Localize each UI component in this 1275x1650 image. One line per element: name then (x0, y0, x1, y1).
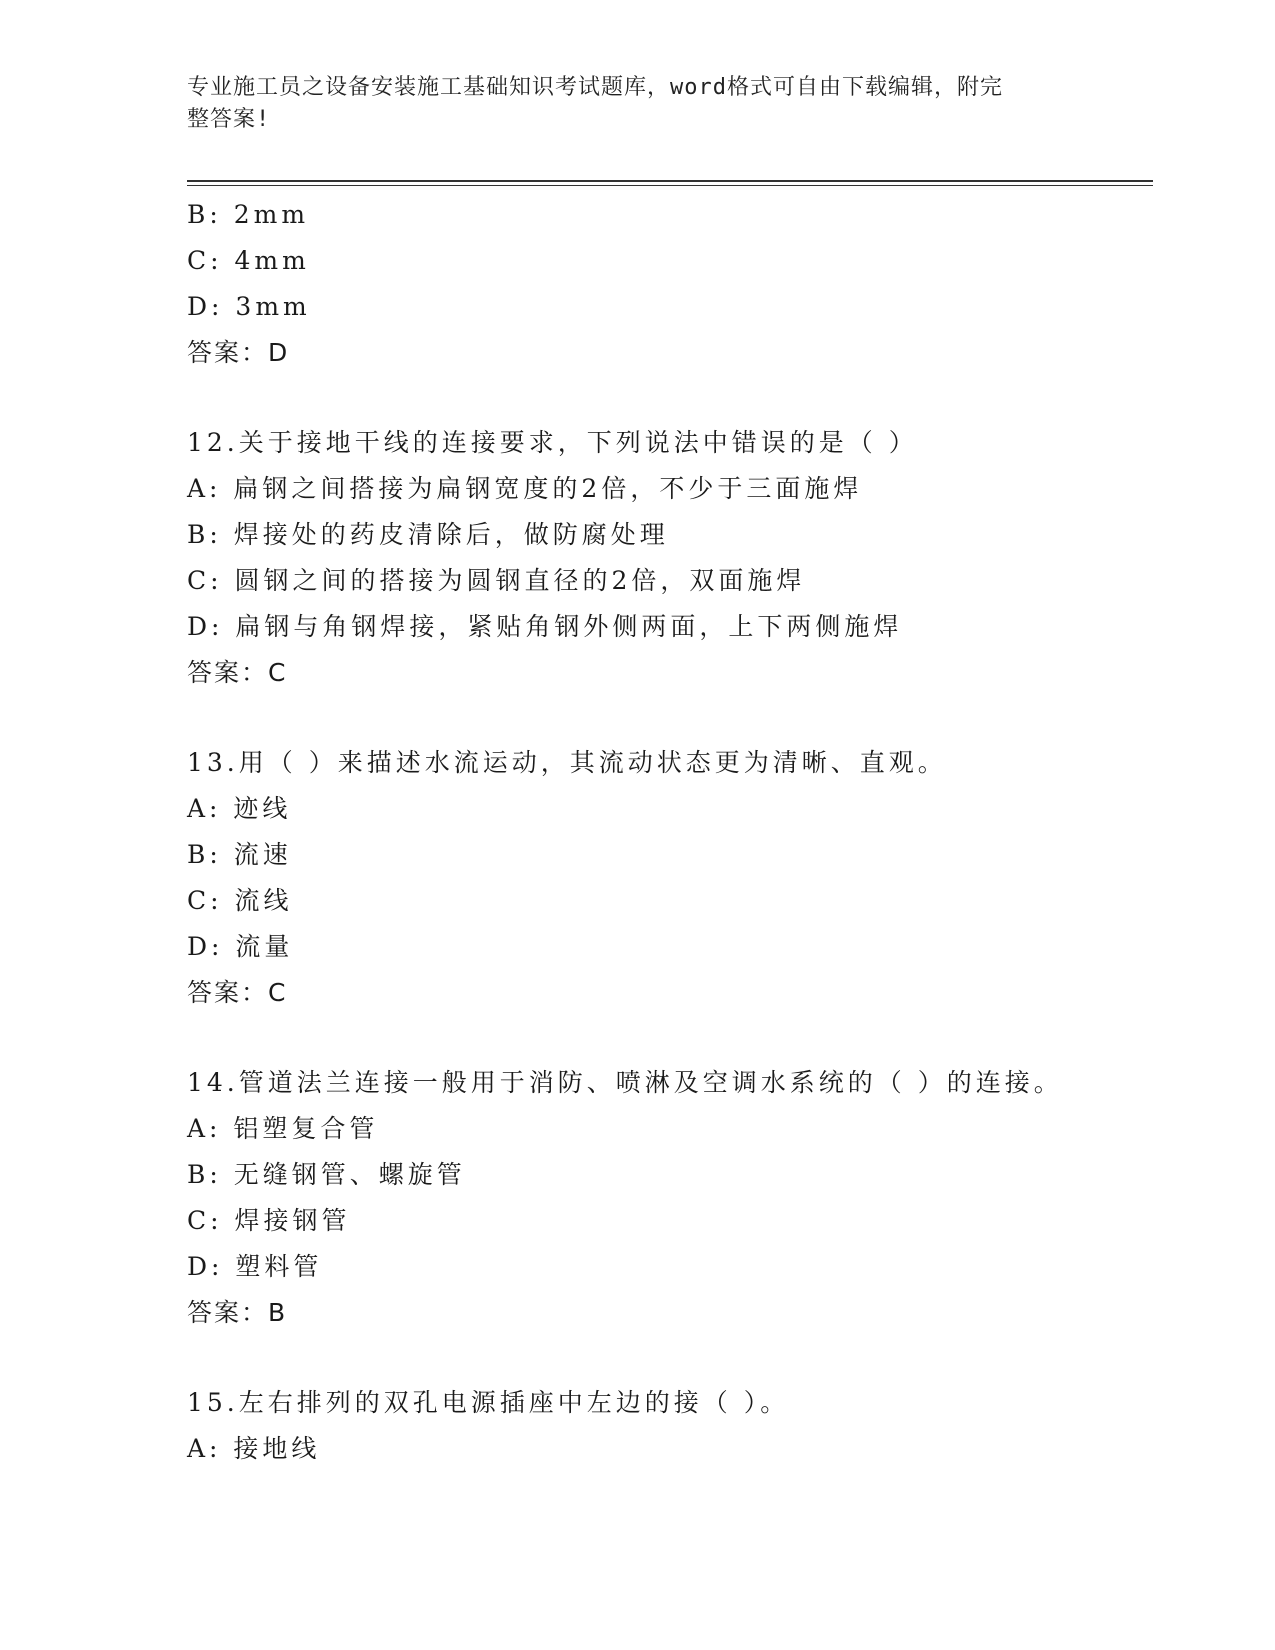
option-a: A: 接地线 (187, 1434, 321, 1463)
option-d: D: 流量 (187, 932, 294, 961)
answer-line: 答案：C (187, 978, 288, 1007)
option-d: D: 扁钢与角钢焊接，紧贴角钢外侧两面，上下两侧施焊 (187, 612, 903, 641)
question-stem: 12.关于接地干线的连接要求，下列说法中错误的是（ ） (187, 428, 918, 457)
question-12 (187, 420, 1153, 696)
option-b: B: 流速 (187, 840, 292, 869)
answer-line: 答案：D (187, 338, 290, 367)
question-stem: 14.管道法兰连接一般用于消防、喷淋及空调水系统的（ ）的连接。 (187, 1068, 1063, 1097)
question-13 (187, 740, 1153, 1016)
header-divider-thick (187, 180, 1153, 182)
spacer (187, 376, 1153, 420)
option-b: B: 无缝钢管、螺旋管 (187, 1160, 466, 1189)
option-b: B: 2mm (187, 200, 310, 229)
option-c: C: 焊接钢管 (187, 1206, 351, 1235)
option-c: C: 圆钢之间的搭接为圆钢直径的2倍，双面施焊 (187, 566, 806, 595)
header-title-line-1: 专业施工员之设备安装施工基础知识考试题库，word格式可自由下载编辑，附完 (187, 75, 1003, 100)
question-15 (187, 1380, 1153, 1472)
spacer (187, 1016, 1153, 1060)
option-a: A: 迹线 (187, 794, 292, 823)
question-14 (187, 1060, 1153, 1336)
option-d: D: 3mm (187, 292, 311, 321)
question-list (187, 192, 1153, 1472)
question-stem: 13.用（ ）来描述水流运动，其流动状态更为清晰、直观。 (187, 748, 947, 777)
option-d: D: 塑料管 (187, 1252, 323, 1281)
option-b: B: 焊接处的药皮清除后，做防腐处理 (187, 520, 669, 549)
option-a: A: 铝塑复合管 (187, 1114, 379, 1143)
spacer (187, 1336, 1153, 1380)
option-c: C: 4mm (187, 246, 310, 275)
question-11 (187, 192, 1153, 376)
header-divider-thin (187, 185, 1153, 186)
answer-line: 答案：B (187, 1298, 288, 1327)
page-header (187, 72, 1067, 136)
spacer (187, 696, 1153, 740)
question-stem: 15.左右排列的双孔电源插座中左边的接（ ）。 (187, 1388, 790, 1417)
option-a: A: 扁钢之间搭接为扁钢宽度的2倍，不少于三面施焊 (187, 474, 863, 503)
answer-line: 答案：C (187, 658, 288, 687)
option-c: C: 流线 (187, 886, 293, 915)
header-title-line-2: 整答案! (187, 107, 271, 132)
